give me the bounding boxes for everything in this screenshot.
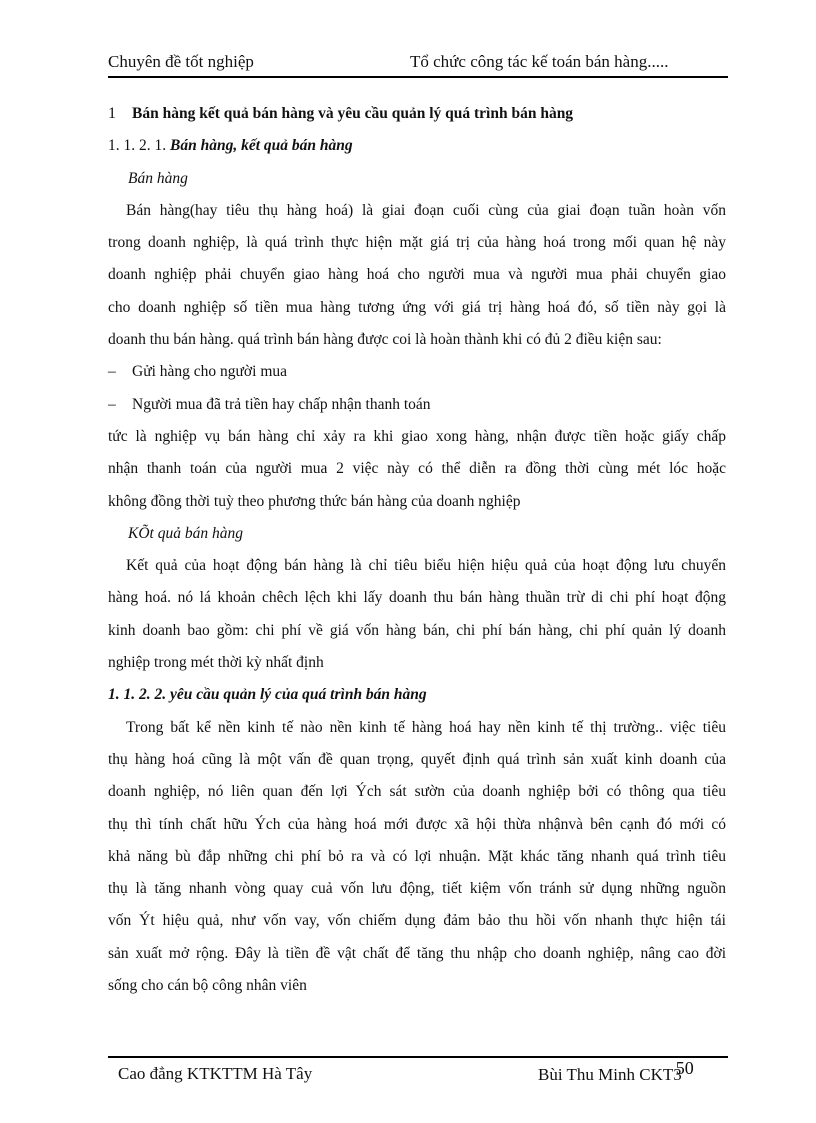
header-rule — [108, 76, 728, 78]
footer-author — [538, 1058, 700, 1085]
paragraph-line: thụ hàng hoá cũng là một vấn đề quan trọng, quyết định quá trình sản xuất kinh doanh của — [108, 750, 726, 768]
page-footer — [118, 1058, 718, 1090]
section-title: Bán hàng kết quả bán hàng và yêu cầu quản lý quá trình bán hàng — [132, 105, 574, 122]
subsection-heading-1 — [108, 130, 726, 162]
paragraph-line: Kết quả của hoạt động bán hàng là chỉ tiêu biểu hiện hiệu quả của hoạt động lưu chuyển — [126, 557, 726, 575]
paragraph-line: vốn Ýt hiệu quả, như vốn vay, vốn chiếm dụng đảm bảo thu hồi vốn nhanh thực hiện tái — [108, 912, 726, 930]
footer-author-name: Bùi Thu Minh CKT3 — [538, 1065, 682, 1084]
paragraph-line: sống cho cán bộ công nhân viên — [108, 977, 307, 995]
paragraph-line: khả năng bù đắp những chi phí bỏ ra và có lợi nhuận. Mặt khác tăng nhanh quá trình tiêu — [108, 847, 726, 865]
paragraph-line: doanh nghiệp, nó liên quan đến lợi Ých sát sườn của doanh nghiệp bởi có thông qua tiêu — [108, 783, 726, 801]
ket-qua-heading: KÕt quả bán hàng — [128, 524, 243, 542]
paragraph-line: cho doanh nghiệp số tiền mua hàng tương ứng với giá trị hàng hoá đó, số tiền này gọi là — [108, 298, 726, 316]
paragraph-line: doanh nghiệp phải chuyển giao hàng hoá cho người mua và người mua phải chuyển giao — [108, 266, 726, 284]
page-number: 50 — [675, 1058, 694, 1078]
paragraph-line: tức là nghiệp vụ bán hàng chỉ xảy ra khi giao xong hàng, nhận được tiền hoặc giấy chấp — [108, 427, 726, 445]
footer-rule — [108, 1056, 728, 1058]
bullet-item — [108, 389, 726, 421]
bullet-item — [108, 356, 726, 388]
document-body — [108, 98, 726, 1002]
subsection-number-1: 1. 1. 2. 1. — [108, 137, 167, 155]
header-left-title: Chuyên đề tốt nghiệp — [108, 52, 254, 71]
subsection-heading-2: 1. 1. 2. 2. yêu cầu quản lý của quá trình bán hàng — [108, 686, 427, 704]
footer-school: Cao đẳng KTKTTM Hà Tây — [118, 1064, 313, 1083]
bullet-text: Người mua đã trả tiền hay chấp nhận thanh toán — [132, 395, 431, 413]
paragraph-line: không đồng thời tuỳ theo phương thức bán hàng của doanh nghiệp — [108, 492, 521, 510]
page-header — [108, 52, 728, 76]
subsection-title-1: Bán hàng, kết quả bán hàng — [170, 137, 353, 155]
paragraph-line: nhận thanh toán của người mua 2 việc này có thể diễn ra đồng thời cùng mét lóc hoặc — [108, 460, 726, 478]
paragraph-line: doanh thu bán hàng. quá trình bán hàng được coi là hoàn thành khi có đủ 2 điều kiện sau: — [108, 331, 662, 349]
bullet-dash: – — [108, 395, 116, 413]
paragraph-line: sản xuất mở rộng. Đây là tiền đề vật chất để tăng thu nhập cho doanh nghiệp, nâng cao đời — [108, 944, 726, 962]
paragraph-line: Trong bất kể nền kinh tế nào nền kinh tế hàng hoá hay nền kinh tế thị trường.. việc tiêu — [126, 718, 726, 736]
paragraph-line: kinh doanh bao gồm: chi phí về giá vốn hàng bán, chi phí bán hàng, chi phí quản lý doanh — [108, 621, 726, 639]
paragraph-line: Bán hàng(hay tiêu thụ hàng hoá) là giai đoạn cuối cùng của giai đoạn tuần hoàn vốn — [126, 201, 726, 219]
section-heading — [108, 98, 726, 130]
paragraph-line: hàng hoá. nó lá khoản chêch lệch khi lấy doanh thu bán hàng thuần trừ di chi phí hoạt động — [108, 589, 726, 607]
bullet-dash: – — [108, 363, 116, 381]
ban-hang-heading: Bán hàng — [128, 169, 188, 187]
section-number: 1 — [108, 105, 116, 122]
paragraph-line: trong doanh nghiệp, là quá trình thực hiện mặt giá trị của hàng hoá trong mối quan hệ này — [108, 234, 726, 252]
header-right-title: Tổ chức công tác kế toán bán hàng..... — [410, 52, 669, 71]
paragraph-line: thụ là tăng nhanh vòng quay cuả vốn lưu động, tiết kiệm vốn tránh sử dụng những nguồn — [108, 880, 726, 898]
paragraph-line: nghiệp trong mét thời kỳ nhất định — [108, 654, 324, 672]
paragraph-line: thụ thì tính chất hữu Ých của hàng hoá mới được xã hội thừa nhậnvà bên cạnh đó mới có — [108, 815, 726, 833]
bullet-text: Gửi hàng cho người mua — [132, 363, 287, 381]
